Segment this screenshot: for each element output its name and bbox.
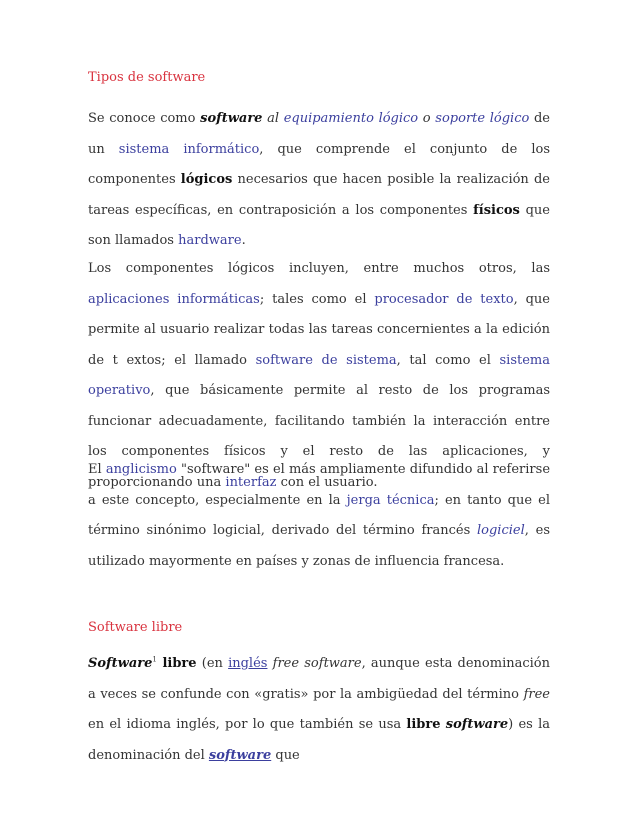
text: ; tales como el xyxy=(259,291,375,307)
term-fisicos: físicos xyxy=(473,202,520,218)
text: que son llamados xyxy=(88,202,551,248)
text: que xyxy=(271,747,300,763)
link-software-de-sistema[interactable]: software de sistema xyxy=(255,352,397,368)
text: necesarios que hacen posible la realización de tareas específicas, en contraposición a los componentes xyxy=(88,172,550,218)
term-software: software xyxy=(445,717,509,732)
paragraph-software-libre xyxy=(88,649,550,771)
link-software[interactable]: software xyxy=(208,747,272,763)
text: al xyxy=(262,111,284,126)
text: con el usuario. xyxy=(276,474,378,490)
link-equipamiento-logico[interactable]: equipamiento lógico xyxy=(283,111,419,126)
text: , es utilizado mayormente en países y zonas de influencia francesa. xyxy=(88,523,550,569)
link-sistema-operativo[interactable]: sistema operativo xyxy=(88,352,550,398)
text: , que comprende el conjunto de los componentes xyxy=(88,141,550,187)
text: Se conoce como xyxy=(88,111,201,126)
link-procesador-de-texto[interactable]: procesador de texto xyxy=(374,291,514,307)
text: Los componentes lógicos incluyen, entre muchos otros, las xyxy=(88,261,550,276)
text: , tal como el xyxy=(396,352,500,368)
term-software: software xyxy=(200,111,263,126)
text: o xyxy=(418,111,436,126)
paragraph-definition xyxy=(88,104,550,257)
paragraph-anglicism xyxy=(88,455,550,577)
link-jerga-tecnica[interactable]: jerga técnica xyxy=(346,492,435,508)
term-logicos: lógicos xyxy=(180,172,233,187)
link-sistema-informatico[interactable]: sistema informático xyxy=(118,141,260,157)
link-hardware[interactable]: hardware xyxy=(178,233,242,248)
link-soporte-logico[interactable]: soporte lógico xyxy=(435,111,530,126)
text: (en xyxy=(196,656,229,671)
text: ) es la denominación del xyxy=(88,717,551,763)
text: en el idioma inglés, por lo que también se usa xyxy=(88,717,407,732)
text: , que básicamente permite al resto de los programas funcionar adecuadamente, facilitando también la interacción entre los componentes físicos y el resto de las aplicaciones, y proporcionando una xyxy=(88,383,550,490)
text: ; en tanto que el término sinónimo logicial, derivado del término francés xyxy=(88,492,550,538)
text: de un xyxy=(88,111,550,157)
link-ingles[interactable]: inglés xyxy=(228,656,268,671)
link-interfaz[interactable]: interfaz xyxy=(225,474,277,490)
link-anglicismo[interactable]: anglicismo xyxy=(105,462,177,477)
term-libre: libre xyxy=(156,656,197,671)
section-title-software-libre: Software libre xyxy=(88,620,183,635)
text: El xyxy=(88,462,106,477)
text: , aunque esta denominación a veces se confunde con «gratis» por la ambigüedad del término xyxy=(88,656,550,702)
link-aplicaciones-informaticas[interactable]: aplicaciones informáticas xyxy=(88,291,260,307)
link-logiciel[interactable]: logiciel xyxy=(477,523,525,538)
term-software: Software xyxy=(88,656,153,671)
text: , que permite al usuario realizar todas las tareas concernientes a la edición de t extos; el llamado xyxy=(88,291,550,368)
term-free: free xyxy=(523,686,550,702)
footnote-marker[interactable]: 1 xyxy=(152,655,157,664)
term-libre: libre xyxy=(406,717,441,732)
section-title-tipos: Tipos de software xyxy=(88,70,206,85)
text: "software" es el más ampliamente difundido al referirse a este concepto, especialmente en la xyxy=(88,462,551,508)
term-free-software: free software xyxy=(272,656,362,671)
text: . xyxy=(241,233,246,248)
